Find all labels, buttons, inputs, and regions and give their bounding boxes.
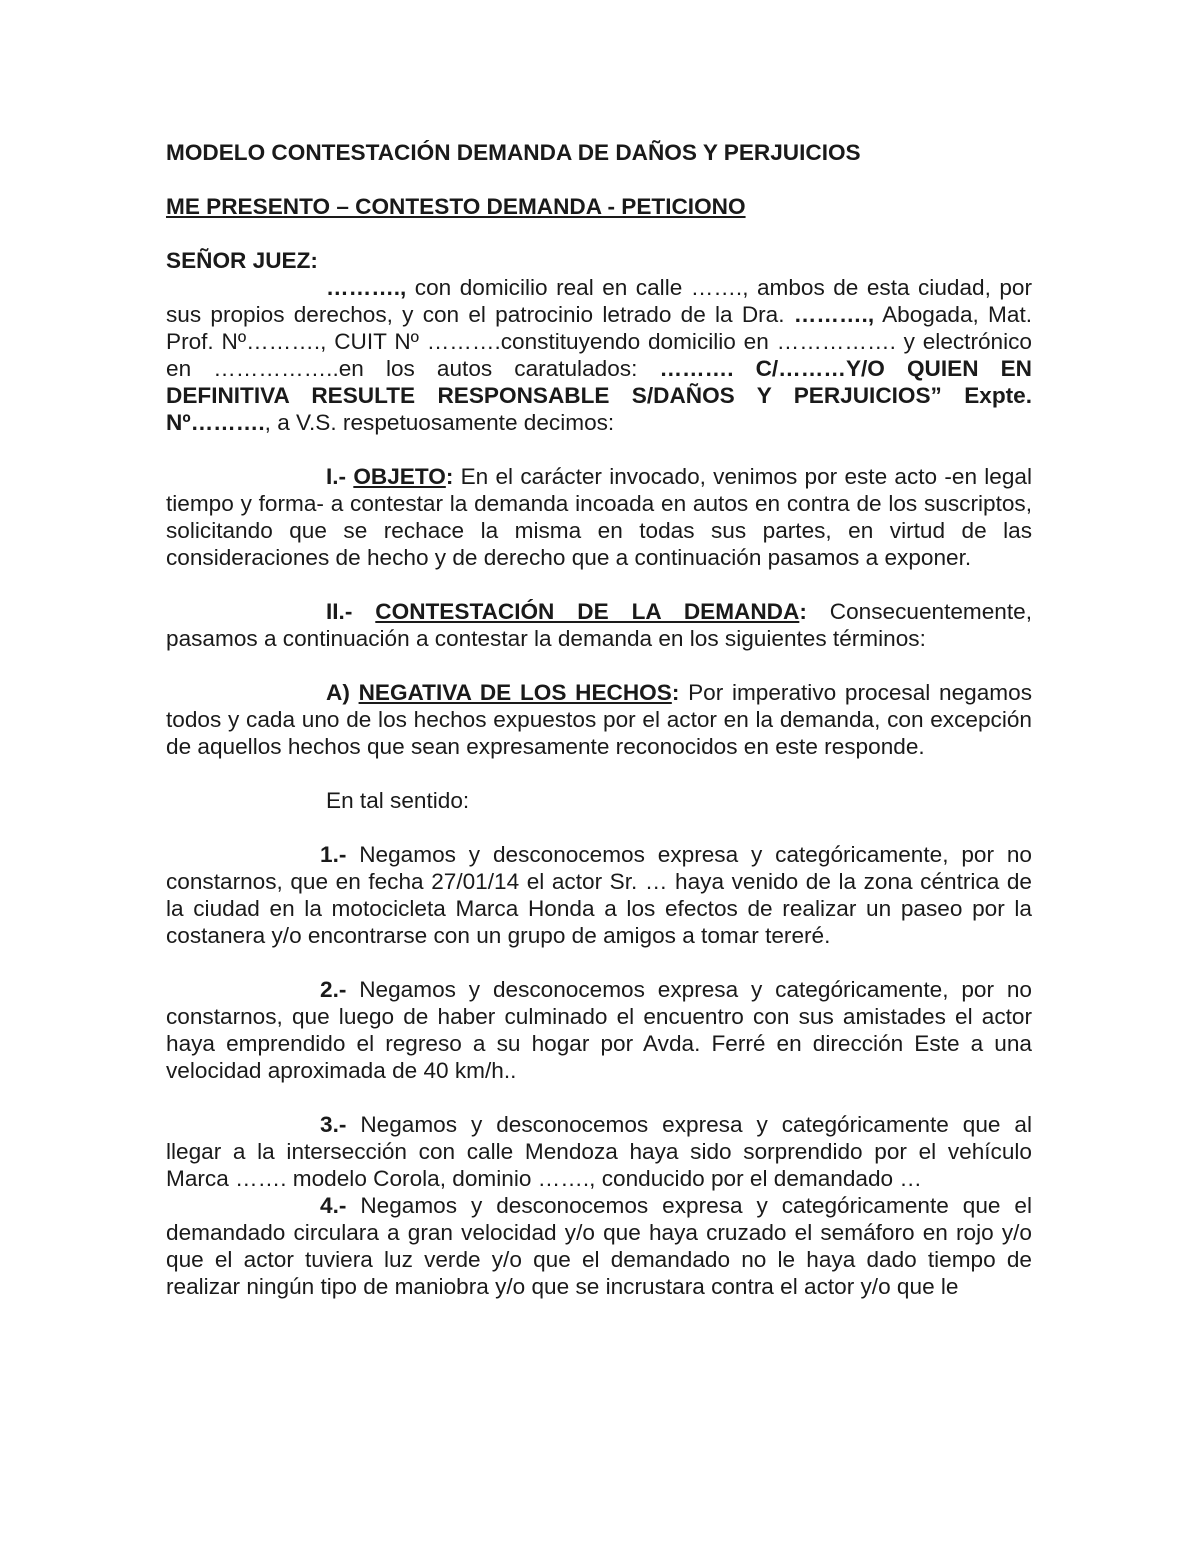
section-contestacion (166, 598, 1032, 652)
document-subtitle: ME PRESENTO – CONTESTO DEMANDA - PETICIONO (166, 194, 746, 219)
list-item-2-text: Negamos y desconocemos expresa y categóricamente, por no constarnos, que luego de haber culminado el encuentro con sus amistades el actor haya emprendido el regreso a su hogar por Avda. Ferré en dirección Este a una velocidad aproximada de 40 km/h.. (166, 977, 1032, 1083)
case-title: ………. C/………Y/O QUIEN EN DEFINITIVA RESULTE RESPONSABLE S/DAÑOS Y PERJUICIOS” Expte. Nº………. (166, 356, 1032, 435)
list-item-1 (166, 841, 1032, 949)
section-contestacion-colon: : (799, 599, 807, 624)
intro-dots-1: ………., (326, 275, 407, 300)
list-item-1-text: Negamos y desconocemos expresa y categóricamente, por no constarnos, que en fecha 27/01/14 el actor Sr. … haya venido de la zona céntrica de la ciudad en la motocicleta Marca Honda a los efectos de realizar un paseo por la costanera y/o encontrarse con un grupo de amigos a tomar tereré. (166, 842, 1032, 948)
intro-text-2: Abogada, Mat. Prof. Nº………., CUIT Nº ……….constituyendo domicilio en ……………. y electrónico en ……………..en los autos caratulados: (166, 302, 1032, 381)
list-item-4-num: 4.- (320, 1193, 347, 1218)
section-negativa-heading: NEGATIVA DE LOS HECHOS (358, 680, 672, 705)
list-item-4 (166, 1192, 1032, 1300)
en-tal-sentido: En tal sentido: (326, 788, 470, 813)
list-item-2-num: 2.- (320, 977, 347, 1002)
section-negativa-num: A) (326, 680, 359, 705)
list-item-3-text: Negamos y desconocemos expresa y categóricamente que al llegar a la intersección con calle Mendoza haya sido sorprendido por el vehículo Marca ……. modelo Corola, dominio ……., conducido por el demandado … (166, 1112, 1032, 1191)
document-body (166, 139, 1032, 1300)
section-contestacion-text: Consecuentemente, pasamos a continuación a contestar la demanda en los siguientes términos: (166, 599, 1032, 651)
document-title: MODELO CONTESTACIÓN DEMANDA DE DAÑOS Y PERJUICIOS (166, 140, 861, 165)
list-item-2 (166, 976, 1032, 1084)
list-item-4-text: Negamos y desconocemos expresa y categóricamente que el demandado circulara a gran velocidad y/o que haya cruzado el semáforo en rojo y/o que el actor tuviera luz verde y/o que el demandado no le haya dado tiempo de realizar ningún tipo de maniobra y/o que se incrustara contra el actor y/o que le (166, 1193, 1032, 1299)
section-objeto-colon: : (445, 464, 454, 489)
section-contestacion-num: II.- (326, 599, 376, 624)
list-item-3-num: 3.- (320, 1112, 347, 1137)
section-objeto-heading: OBJETO (353, 464, 446, 489)
intro-text-3: , a V.S. respetuosamente decimos: (264, 410, 615, 435)
section-negativa (166, 679, 1032, 760)
section-objeto-text: En el carácter invocado, venimos por este acto -en legal tiempo y forma- a contestar la demanda incoada en autos en contra de los suscriptos, solicitando que se rechace la misma en todas sus partes, en virtud de las consideraciones de hecho y de derecho que a continuación pasamos a exponer. (166, 464, 1032, 570)
list-item-3 (166, 1111, 1032, 1192)
section-contestacion-heading: CONTESTACIÓN DE LA DEMANDA (375, 599, 800, 624)
intro-dots-2: ………., (793, 302, 875, 327)
intro-text-1: con domicilio real en calle ……., ambos de esta ciudad, por sus propios derechos, y con el patrocinio letrado de la Dra. (166, 275, 1032, 327)
section-negativa-text: Por imperativo procesal negamos todos y cada uno de los hechos expuestos por el actor en la demanda, con excepción de aquellos hechos que sean expresamente reconocidos en este responde. (166, 680, 1032, 759)
section-objeto (166, 463, 1032, 571)
intro-paragraph (166, 274, 1032, 436)
salutation: SEÑOR JUEZ: (166, 248, 318, 273)
section-negativa-colon: : (671, 680, 680, 705)
section-objeto-num: I.- (326, 464, 354, 489)
list-item-1-num: 1.- (320, 842, 347, 867)
